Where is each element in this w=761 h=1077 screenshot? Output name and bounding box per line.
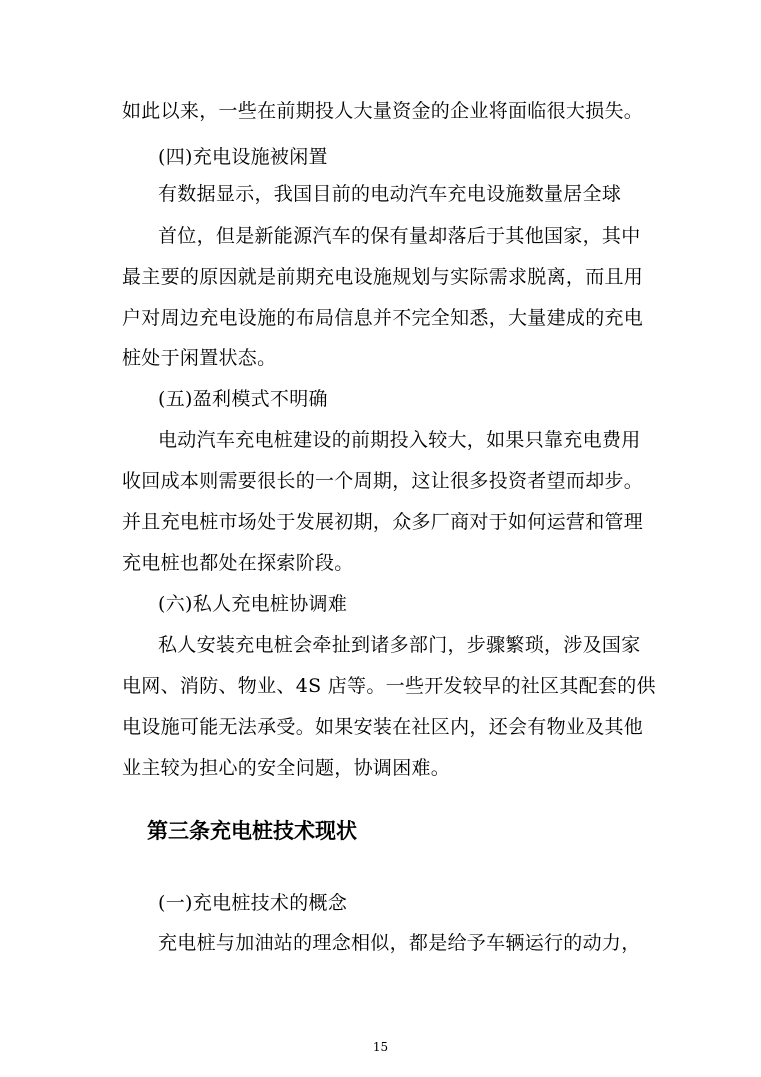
paragraph-line: 电设施可能无法承受。如果安装在社区内，还会有物业及其他 xyxy=(122,716,644,738)
paragraph-line: 最主要的原因就是前期充电设施规划与实际需求脱离，而且用 xyxy=(122,266,644,288)
subsection-heading-4: (四)充电设施被闲置 xyxy=(158,146,328,168)
subsection-heading-5: (五)盈利模式不明确 xyxy=(158,388,328,410)
paragraph-line: 充电桩与加油站的理念相似，都是给予车辆运行的动力， xyxy=(158,932,641,954)
section-title: 第三条充电桩技术现状 xyxy=(147,819,357,843)
paragraph-line: 如此以来，一些在前期投人大量资金的企业将面临很大损失。 xyxy=(122,100,644,122)
paragraph-line: 并且充电桩市场处于发展初期，众多厂商对于如何运营和管理 xyxy=(122,511,644,533)
paragraph-line: 桩处于闲置状态。 xyxy=(122,347,277,369)
paragraph-line: 收回成本则需要很长的一个周期，这让很多投资者望而却步。 xyxy=(122,470,644,492)
subsection-heading-1: (一)充电桩技术的概念 xyxy=(158,892,348,914)
paragraph-line: 电动汽车充电桩建设的前期投入较大，如果只靠充电费用 xyxy=(158,429,641,451)
paragraph-line: 有数据显示，我国目前的电动汽车充电设施数量居全球 xyxy=(158,183,622,205)
page-number: 15 xyxy=(372,1040,389,1054)
paragraph-line: 业主较为担心的安全问题，协调困难。 xyxy=(122,757,451,779)
subsection-heading-6: (六)私人充电桩协调难 xyxy=(158,593,348,615)
paragraph-line: 私人安装充电桩会牵扯到诸多部门，步骤繁琐，涉及国家 xyxy=(158,634,641,656)
paragraph-line: 首位，但是新能源汽车的保有量却落后于其他国家，其中 xyxy=(158,225,641,247)
paragraph-line: 电网、消防、物业、4S 店等。一些开发较早的社区其配套的供 xyxy=(122,675,656,697)
paragraph-line: 充电桩也都处在探索阶段。 xyxy=(122,552,354,574)
paragraph-line: 户对周边充电设施的布局信息并不完全知悉，大量建成的充电 xyxy=(122,307,644,329)
